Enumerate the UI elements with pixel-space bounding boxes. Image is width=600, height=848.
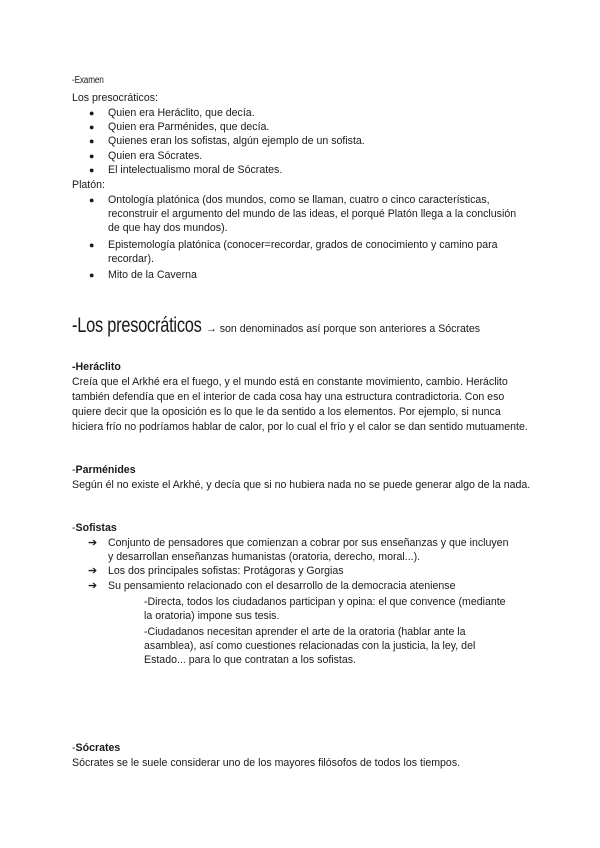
section-heading [72, 314, 480, 338]
list-item: ● Quienes eran los sofistas, algún ejemplo de un sofista. [89, 135, 365, 148]
sofistas-title-row [72, 521, 532, 536]
platon-label: Platón: [72, 179, 105, 191]
exam-title: -Examen [72, 75, 104, 86]
socrates-text: Sócrates se le suele considerar uno de los mayores filósofos de todos los tiempos. [72, 757, 461, 769]
sofistas-title: Sofistas [75, 522, 117, 534]
sofistas-list [72, 536, 512, 593]
heraclito-text: Creía que el Arkhé era el fuego, y el mundo está en constante movimiento, cambio. Heráclito también defendía que en el interior de cada cosa hay una estructura contradictoria. Con eso quiere decir que la oposición es lo que le da sentido a los elementos. Por ejemplo, si nunca hiciera frío no podríamos hablar de calor, por lo cual el frío y el calor se dan sentido mutuamente. [72, 376, 528, 433]
list-item: ● Ontología platónica (dos mundos, como se llaman, cuatro o cinco características, reconstruir el argumento del mundo de las ideas, el porqué Platón llega a la conclusión de que hay dos mundos). [89, 194, 517, 235]
list-item: ● Quien era Parménides, que decía. [89, 121, 270, 134]
socrates-title: Sócrates [75, 742, 121, 754]
bullet-icon: ● [89, 195, 95, 205]
list-item: ● Epistemología platónica (conocer=recordar, grados de conocimiento y camino para recordar). [89, 238, 498, 265]
bullet-icon: ● [89, 150, 95, 161]
bullet-icon: ● [89, 239, 95, 250]
bullet-icon: ● [89, 136, 95, 147]
bullet-icon: ● [89, 108, 95, 118]
list-item: ● El intelectualismo moral de Sócrates. [89, 163, 283, 176]
section-heading-subtitle: → son denominados así porque son anteriores a Sócrates [206, 323, 481, 335]
heraclito-section [72, 360, 532, 435]
bullet-icon: ● [89, 270, 95, 281]
presocraticos-label: Los presocráticos: [72, 92, 158, 104]
sofistas-sub-item: -Directa, todos los ciudadanos participan y opina: el que convence (mediante la oratoria) impone sus tesis. [144, 596, 506, 623]
bullet-icon: ● [89, 122, 95, 133]
heraclito-title: -Heráclito [72, 361, 121, 373]
parmenides-dash: - [72, 464, 76, 476]
arrow-icon: ➔ [88, 579, 98, 592]
sofistas-dash: - [72, 522, 76, 534]
list-item: ➔ Su pensamiento relacionado con el desarrollo de la democracia ateniense [88, 579, 456, 592]
list-item: ➔ Conjunto de pensadores que comienzan a cobrar por sus enseñanzas y que incluyen y desarrollan enseñanzas humanistas (oratoria, derecho, moral...). [88, 537, 509, 564]
arrow-icon: ➔ [88, 537, 98, 549]
list-item: ➔ Los dos principales sofistas: Protágoras y Gorgias [88, 565, 344, 578]
list-item: ● Mito de la Caverna [89, 269, 197, 282]
bullet-icon: ● [89, 164, 95, 175]
list-item: ● Quien era Heráclito, que decía. [89, 107, 255, 119]
socrates-dash: - [72, 742, 76, 754]
sofistas-sub-item: -Ciudadanos necesitan aprender el arte de la oratoria (hablar ante la asamblea), así como cuestiones relacionadas con la justicia, la ley, del Estado... para lo que contratan a los sofistas. [144, 626, 476, 667]
list-item: ● Quien era Sócrates. [89, 149, 203, 162]
parmenides-title: Parménides [75, 464, 136, 476]
socrates-section [72, 741, 532, 771]
presocraticos-list [72, 106, 522, 177]
arrow-icon: ➔ [88, 565, 98, 578]
section-heading-title: -Los presocráticos [72, 314, 202, 337]
parmenides-text: Según él no existe el Arkhé, y decía que si no hubiera nada no se puede generar algo de la nada. [72, 479, 531, 491]
parmenides-section [72, 463, 532, 493]
platon-list [72, 193, 522, 282]
